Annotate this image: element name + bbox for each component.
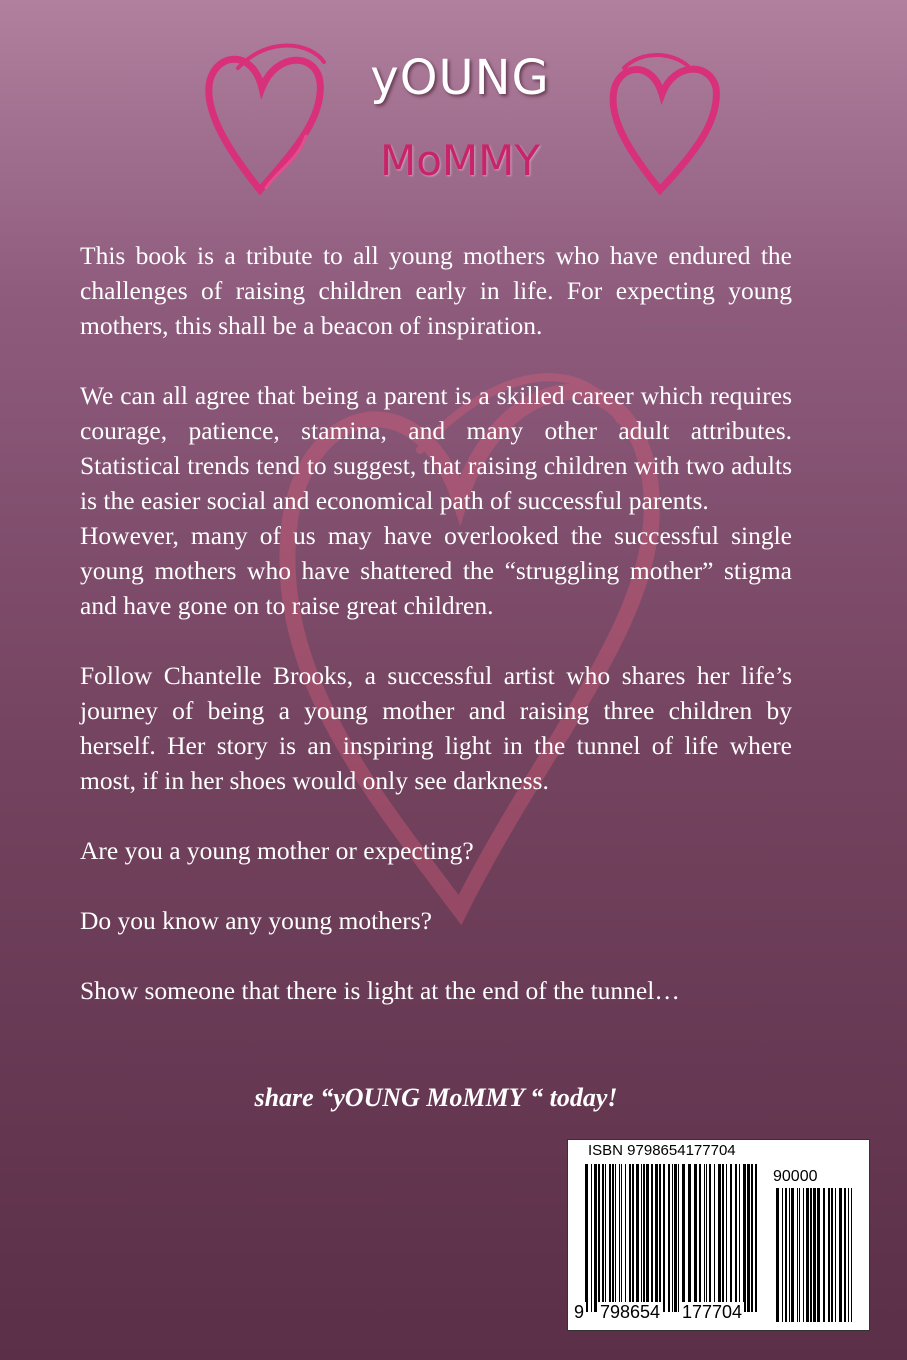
barcode-digit-group-1: 798654 — [600, 1302, 661, 1322]
blurb-paragraph-4: Follow Chantelle Brooks, a successful artist who shares her life’s journey of being a young mother and raising three children by herself. Her story is an inspiring light in the tunnel of life where most, if in her shoes would only see darkness. — [80, 661, 792, 795]
title-line-2: MoMMY — [379, 136, 541, 185]
barcode-digit-first: 9 — [574, 1302, 585, 1322]
blurb-question-2: Do you know any young mothers? — [80, 906, 432, 935]
heart-right-icon — [602, 50, 722, 200]
blurb-paragraph-1: This book is a tribute to all young mothers who have endured the challenges of raising children early in life. For expecting young mothers, this shall be a beacon of inspiration. — [80, 241, 792, 340]
barcode-digit-group-2: 177704 — [682, 1302, 743, 1322]
isbn-label: ISBN 9798654177704 — [588, 1142, 736, 1159]
share-tagline: share “yOUNG MoMMY “ today! — [254, 1083, 618, 1112]
blurb-question-1: Are you a young mother or expecting? — [80, 836, 474, 865]
heart-left-icon — [198, 40, 328, 200]
barcode-bars — [585, 1164, 760, 1312]
isbn-barcode — [567, 1139, 870, 1331]
title-line-1: yOUNG — [370, 50, 550, 106]
blurb-paragraph-2: We can all agree that being a parent is a skilled career which requires courage, patience, stamina, and many other adult attributes. Statistical trends tend to suggest, that raising children with two adults is the easier social and economical path of successful parents. — [80, 381, 792, 515]
blurb-paragraph-3: However, many of us may have overlooked the successful single young mothers who have shattered the “struggling mother” stigma and have gone on to raise great children. — [80, 521, 792, 620]
barcode-addon-price: 90000 — [773, 1168, 818, 1185]
back-cover-blurb — [80, 238, 792, 1008]
barcode-addon-bars — [776, 1188, 856, 1322]
blurb-call-to-action: Show someone that there is light at the end of the tunnel… — [80, 976, 680, 1005]
